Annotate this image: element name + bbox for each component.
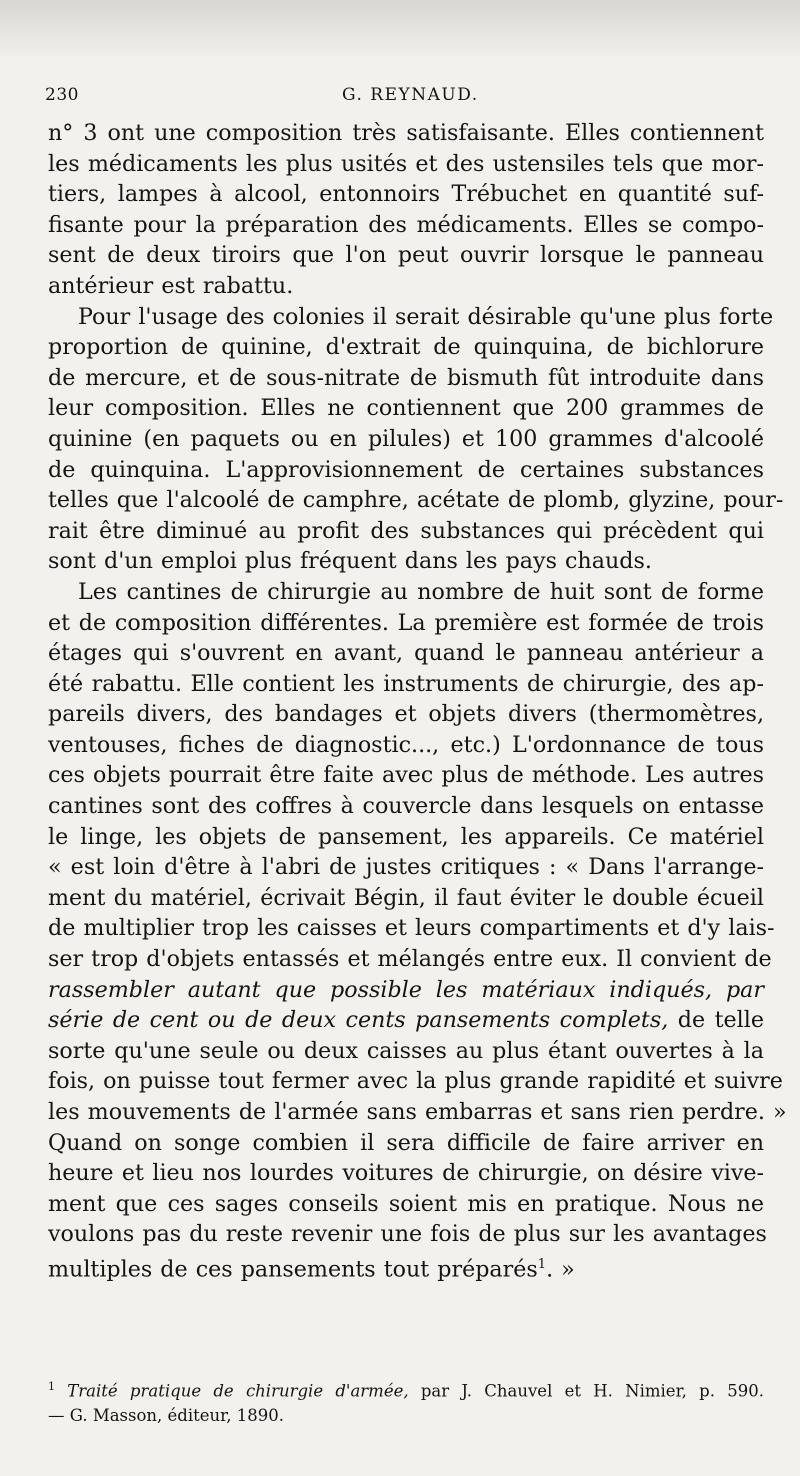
footnote-title: Traité pratique de chirurgie d'armée, <box>67 1381 409 1401</box>
text-line: tiers, lampes à alcool, entonnoirs Trébuchet en quantité suf- <box>48 181 764 208</box>
text-line: été rabattu. Elle contient les instruments de chirurgie, des ap- <box>48 670 764 697</box>
text-line: fois, on puisse tout fermer avec la plus grande rapidité et suivre <box>48 1068 783 1095</box>
text-line: pareils divers, des bandages et objets divers (thermomètres, <box>48 701 764 728</box>
text-fragment: multiples de ces pansements tout préparés <box>48 1256 538 1283</box>
text-line: le linge, les objets de pansement, les appareils. Ce matériel <box>48 823 764 850</box>
text-line: ment du matériel, écrivait Bégin, il faut éviter le double écueil <box>48 884 764 911</box>
text-line: de multiplier trop les caisses et leurs compartiments et d'y lais- <box>48 915 775 942</box>
text-line: étages qui s'ouvrent en avant, quand le panneau antérieur a <box>48 640 764 667</box>
scan-shadow <box>0 0 800 60</box>
footnote-line <box>48 1375 764 1404</box>
text-line: les médicaments les plus usités et des ustensiles tels que mor- <box>48 150 764 177</box>
text-line: ment que ces sages conseils soient mis en pratique. Nous ne <box>48 1190 764 1217</box>
text-line-with-note <box>48 1250 764 1285</box>
text-line: ventouses, fiches de diagnostic..., etc.) L'ordonnance de tous <box>48 731 764 758</box>
text-line: fisante pour la préparation des médicaments. Elles se compo- <box>48 211 764 238</box>
text-line: Les cantines de chirurgie au nombre de huit sont de forme <box>78 578 764 605</box>
footnote-citation: par J. Chauvel et H. Nimier, p. 590. <box>420 1381 764 1401</box>
page-number: 230 <box>45 85 79 105</box>
text-line: n° 3 ont une composition très satisfaisante. Elles contiennent <box>48 120 764 146</box>
text-line: sent de deux tiroirs que l'on peut ouvrir lorsque le panneau <box>48 242 764 269</box>
running-head: G. REYNAUD. <box>342 85 479 105</box>
text-line: et de composition différentes. La première est formée de trois <box>48 609 764 636</box>
text-line: Pour l'usage des colonies il serait désirable qu'une plus forte <box>78 303 774 330</box>
text-line: de mercure, et de sous-nitrate de bismuth fût introduite dans <box>48 364 764 391</box>
text-line: les mouvements de l'armée sans embarras et sans rien perdre. » <box>48 1099 787 1125</box>
text-fragment: de telle <box>677 1007 764 1034</box>
text-line: quinine (en paquets ou en pilules) et 100 grammes d'alcoolé <box>48 425 764 452</box>
text-line: sont d'un emploi plus fréquent dans les pays chauds. <box>48 548 652 575</box>
footnote-reference: 1 <box>537 1256 547 1272</box>
text-line: telles que l'alcoolé de camphre, acétate de plomb, glyzine, pour- <box>48 487 784 514</box>
text-line-italic <box>48 975 764 1006</box>
footnote-marker: 1 <box>48 1380 55 1393</box>
text-line-mixed <box>48 1005 764 1036</box>
footnote <box>48 1375 764 1428</box>
footnote-line: — G. Masson, éditeur, 1890. <box>48 1405 284 1425</box>
text-line: rait être diminué au profit des substances qui précèdent qui <box>48 517 764 544</box>
text-line: cantines sont des coffres à couvercle dans lesquels on entasse <box>48 793 764 820</box>
text-line: « est loin d'être à l'abri de justes critiques : « Dans l'arrange- <box>48 854 764 881</box>
body-text <box>48 118 787 1285</box>
text-line: sorte qu'une seule ou deux caisses au plus étant ouvertes à la <box>48 1037 764 1064</box>
text-fragment: . » <box>546 1256 575 1283</box>
text-line: ser trop d'objets entassés et mélangés entre eux. Il convient de <box>48 946 772 973</box>
text-line: antérieur est rabattu. <box>48 272 294 299</box>
text-line: leur composition. Elles ne contiennent que 200 grammes de <box>48 395 764 422</box>
text-line: heure et lieu nos lourdes voitures de chirurgie, on désire vive- <box>48 1160 764 1187</box>
page-header <box>45 85 760 115</box>
text-line: voulons pas du reste revenir une fois de plus sur les avantages <box>48 1221 767 1248</box>
text-line: Quand on songe combien il sera difficile de faire arriver en <box>48 1129 764 1156</box>
italic-quote: rassembler autant que possible les matériaux indiqués, par <box>48 976 764 1003</box>
text-line: proportion de quinine, d'extrait de quinquina, de bichlorure <box>48 334 764 361</box>
text-line: ces objets pourrait être faite avec plus de méthode. Les autres <box>48 762 764 789</box>
italic-quote: série de cent ou de deux cents pansements complets, <box>48 1007 669 1034</box>
text-line: de quinquina. L'approvisionnement de certaines substances <box>48 456 764 483</box>
